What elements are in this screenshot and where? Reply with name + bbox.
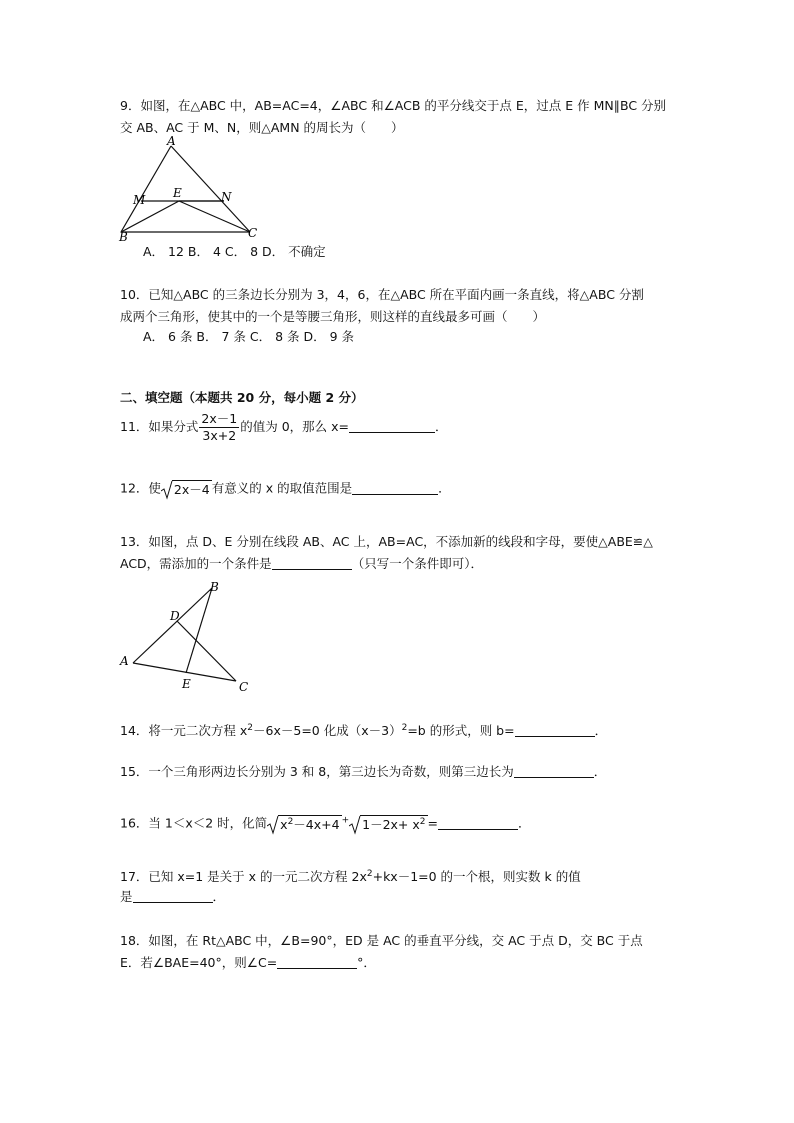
q9-line1: 9．如图，在△ABC 中，AB=AC=4，∠ABC 和∠ACB 的平分线交于点 E，过点 E 作 MN∥BC 分别: [120, 98, 667, 113]
q14-answer-blank[interactable]: [515, 724, 595, 737]
q16-equals: =: [427, 815, 438, 831]
q13-label-d: D: [170, 609, 180, 623]
q14-text-c: =b 的形式，则 b=: [407, 723, 515, 738]
q14: [120, 723, 607, 739]
q16-answer-blank[interactable]: [438, 817, 518, 830]
q18-line2: [120, 955, 376, 971]
q9-label-a: A: [167, 134, 176, 148]
q9-options: A． 12 B． 4 C． 8 D． 不确定: [143, 244, 326, 259]
q18-line2-prefix: E．若∠BAE=40°，则∠C=: [120, 955, 278, 970]
q16-end: ．: [518, 815, 531, 831]
q13-label-b: B: [210, 580, 219, 594]
q18-line2-suffix: °．: [357, 955, 376, 970]
q13-answer-blank[interactable]: [272, 557, 352, 570]
q14-exponent-1: 2: [247, 722, 254, 733]
q15-answer-blank[interactable]: [514, 765, 594, 778]
q13-label-c: C: [239, 680, 249, 694]
q13-triangle-figure: [112, 576, 272, 696]
q12-answer-blank[interactable]: [352, 482, 438, 495]
q11-end: ．: [435, 419, 448, 434]
q16-sqrt-2: [349, 815, 427, 833]
q11-suffix: 的值为 0，那么 x=: [240, 419, 349, 434]
q9-label-m: M: [133, 193, 146, 207]
q17-end: ．: [212, 889, 226, 904]
q15: [120, 764, 606, 780]
q13-line2-prefix: ACD，需添加的一个条件是: [120, 556, 272, 571]
q9-triangle-figure: [112, 134, 272, 246]
q18-answer-blank[interactable]: [277, 956, 357, 969]
q11-prefix: 11．如果分式: [120, 419, 199, 434]
q17-line2-prefix: 是: [120, 889, 133, 904]
q12-end: ．: [438, 480, 451, 496]
q17-text-b: +kx－1=0 的一个根，则实数 k 的值: [372, 869, 581, 884]
q17-line2: [120, 889, 225, 905]
q16-radicand-1b: －4x+4: [293, 817, 340, 832]
q16-sqrt-1: [267, 815, 341, 833]
q17-exponent: 2: [366, 868, 373, 879]
q10-options: A． 6 条 B． 7 条 C． 8 条 D． 9 条: [143, 329, 354, 344]
q10-line2: 成两个三角形，使其中的一个是等腰三角形，则这样的直线最多可画（ ）: [120, 309, 546, 324]
q11-answer-blank[interactable]: [349, 420, 435, 433]
q17-text-a: 17．已知 x=1 是关于 x 的一元二次方程 2x: [120, 869, 367, 884]
q16-plus: +: [341, 815, 350, 826]
q16-radicand-1a: x: [280, 817, 288, 832]
q14-text-b: －6x－5=0 化成（x－3）: [253, 723, 402, 738]
q16-radicand-2a: 1－2x+ x: [362, 817, 420, 832]
q13-line2: [120, 556, 483, 572]
q13-line2-suffix: （只写一个条件即可）．: [351, 556, 483, 571]
q14-end: ．: [594, 723, 608, 738]
q14-exponent-2: 2: [401, 722, 408, 733]
q15-text: 15．一个三角形两边长分别为 3 和 8，第三边长为奇数，则第三边长为: [120, 764, 514, 779]
q12-sqrt: [161, 480, 212, 498]
q17-line1: [120, 869, 581, 885]
q11-fraction: [199, 411, 239, 444]
q16: [120, 815, 531, 833]
q17-answer-blank[interactable]: [133, 890, 213, 903]
q12: [120, 480, 451, 498]
q9-label-e: E: [173, 186, 182, 200]
q11-denominator: 3x+2: [202, 428, 237, 443]
q18-line1: 18．如图，在 Rt△ABC 中，∠B=90°，ED 是 AC 的垂直平分线，交 AC 于点 D，交 BC 于点: [120, 933, 643, 948]
q13-label-a: A: [120, 654, 129, 668]
q11-numerator: 2x－1: [201, 411, 238, 426]
section-heading: 二、填空题（本题共 20 分，每小题 2 分）: [120, 390, 364, 405]
q11: [120, 411, 448, 444]
q16-prefix: 16．当 1＜x＜2 时，化简: [120, 815, 268, 831]
q12-radicand: 2x－4: [173, 482, 210, 497]
q16-radicand-1-exp: 2: [287, 816, 294, 827]
q15-end: ．: [593, 764, 607, 779]
q9-label-b: B: [119, 230, 128, 244]
q13-label-e: E: [182, 677, 191, 691]
q16-radicand-2-exp: 2: [419, 816, 426, 827]
q12-suffix: 有意义的 x 的取值范围是: [211, 480, 353, 496]
q12-prefix: 12．使: [120, 480, 161, 496]
q9-line2: 交 AB、AC 于 M、N，则△AMN 的周长为（ ）: [120, 120, 404, 135]
q9-label-c: C: [248, 226, 258, 240]
q14-text-a: 14．将一元二次方程 x: [120, 723, 248, 738]
q10-line1: 10．已知△ABC 的三条边长分别为 3，4，6，在△ABC 所在平面内画一条直线，将△ABC 分割: [120, 287, 644, 302]
q13-line1: 13．如图，点 D、E 分别在线段 AB、AC 上，AB=AC，不添加新的线段和字母，要使△ABE≌△: [120, 534, 653, 549]
q9-label-n: N: [221, 190, 232, 204]
